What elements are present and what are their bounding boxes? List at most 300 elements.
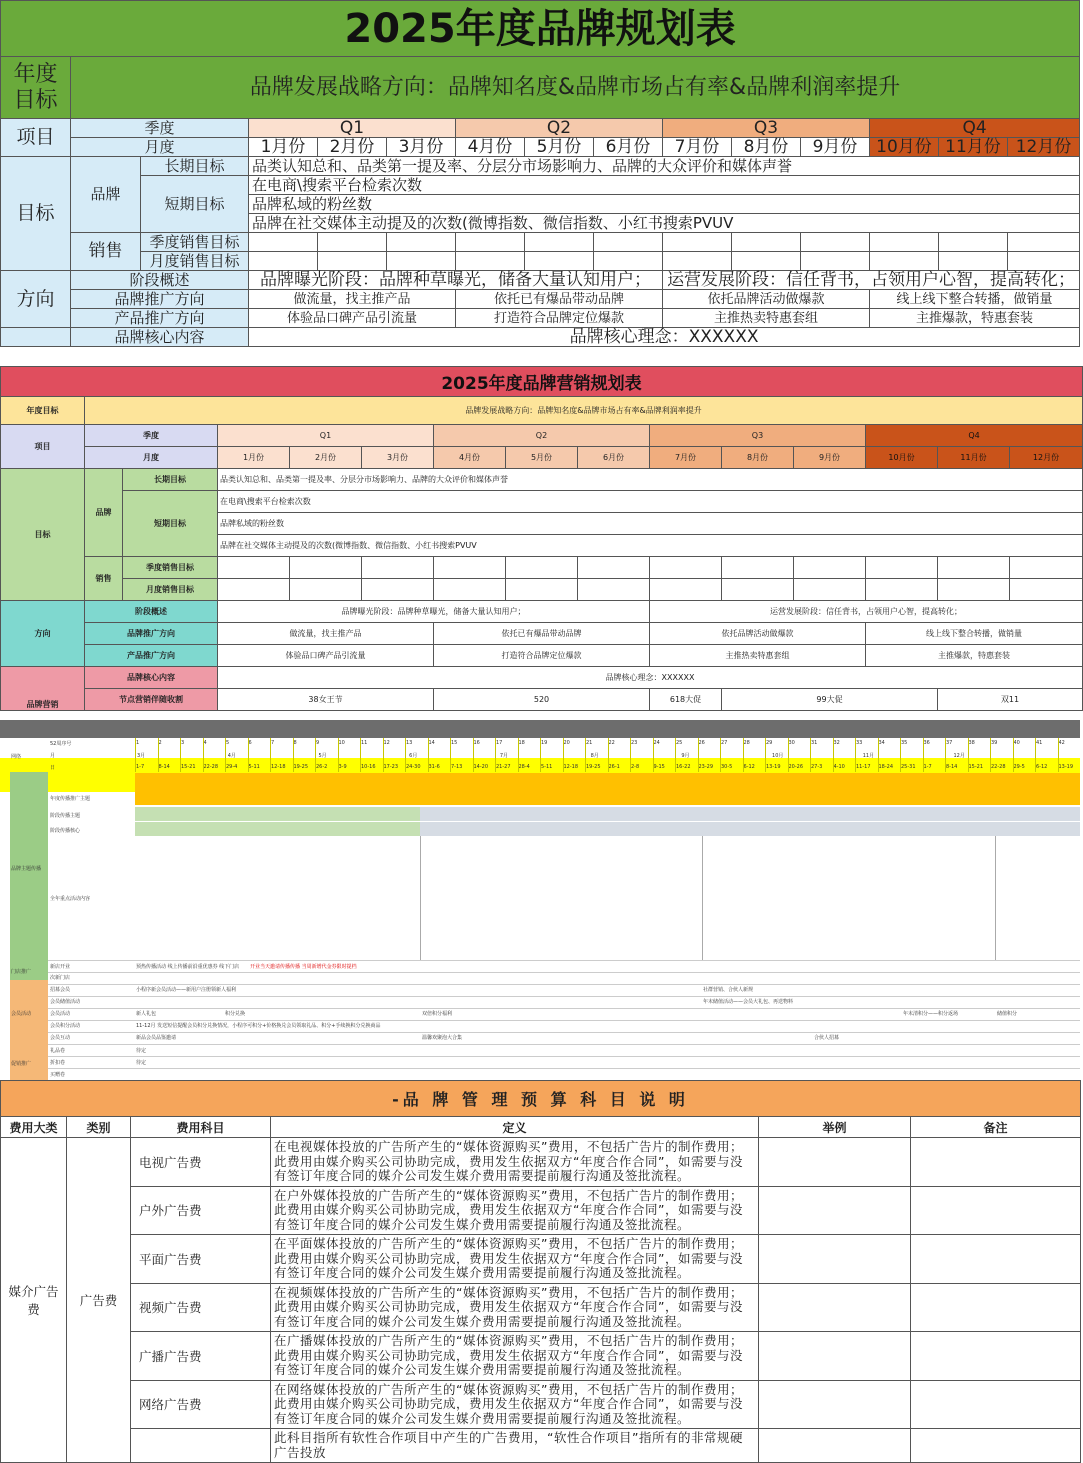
week-days: 22-28 — [203, 764, 219, 770]
week-days: 4-10 — [833, 764, 845, 770]
row-day: 日 — [50, 765, 56, 771]
core-label: 品牌核心内容 — [85, 667, 218, 689]
month-sales-label: 月度销售目标 — [123, 579, 218, 601]
item-def: 在平面媒体投放的广告所产生的“媒体资源购买”费用，不包括广告片的制作费用；此费用由媒介购买公司协助完成，费用发生依据双方“年度合作合同”，如需要与没有签订年度合同的媒介公司发生媒介费用需要提前履行沟通及签批流程。 — [271, 1235, 759, 1284]
row-divider — [48, 1020, 1080, 1021]
member-text: 新品会员品鉴邀请 — [136, 1035, 177, 1041]
goal-text: 品牌发展战略方向：品牌知名度&品牌市场占有率&品牌利润率提升 — [71, 57, 1080, 119]
product-item: 主推爆款，特惠套装 — [870, 309, 1080, 328]
week-divider — [158, 738, 159, 772]
promo-label: 品牌推广方向 — [71, 290, 249, 309]
stage-b: 运营发展阶段：信任背书，占领用户心智，提高转化； — [663, 271, 1080, 290]
product-label: 产品推广方向 — [85, 645, 218, 667]
month-cell: 4月份 — [456, 138, 525, 157]
week-divider — [653, 738, 654, 772]
member-text: 合伙人招募 — [814, 1035, 840, 1041]
month-cell: 6月份 — [578, 447, 650, 469]
promo-row: 礼品卷 — [50, 1048, 66, 1054]
week-days: 29-4 — [226, 764, 238, 770]
week-number: 24 — [653, 740, 660, 746]
item-name: 视频广告费 — [131, 1283, 271, 1332]
node-label: 节点营销伴随收割 — [85, 689, 218, 711]
header-cell: 定义 — [271, 1117, 759, 1138]
week-divider — [563, 738, 564, 772]
week-days: 15-21 — [181, 764, 196, 770]
promo-item: 依托已有爆品带动品牌 — [434, 623, 650, 645]
week-number: 35 — [901, 740, 908, 746]
week-number: 12 — [383, 740, 390, 746]
week-divider — [315, 738, 316, 772]
promo-item: 线上线下整合转播，做销量 — [870, 290, 1080, 309]
month-name: 3月 — [137, 753, 146, 759]
short-term-row: 在电商\搜索平台检索次数 — [218, 491, 1083, 513]
goal-label: 年度目标 — [1, 397, 85, 425]
week-number: 26 — [698, 740, 705, 746]
theme-label: 阶段传播主题 — [50, 813, 81, 819]
week-days: 31-6 — [428, 764, 440, 770]
long-term-label: 长期目标 — [123, 469, 218, 491]
week-number: 34 — [878, 740, 885, 746]
quarter-q1: Q1 — [218, 425, 434, 447]
week-divider — [900, 738, 901, 772]
month-cell: 3月份 — [387, 138, 456, 157]
header-cell: 类别 — [67, 1117, 131, 1138]
week-days: 12-18 — [271, 764, 286, 770]
quarter-q2: Q2 — [434, 425, 650, 447]
stage-b: 运营发展阶段：信任背书，占领用户心智，提高转化； — [650, 601, 1083, 623]
stage-theme-band-grey — [420, 807, 1080, 821]
month-cell: 7月份 — [650, 447, 722, 469]
node-item: 38女王节 — [218, 689, 434, 711]
product-item: 打造符合品牌定位爆款 — [456, 309, 663, 328]
item-def: 在网络媒体投放的广告所产生的“媒体资源购买”费用，不包括广告片的制作费用；此费用由媒介购买公司协助完成，费用发生依据双方“年度合作合同”，如需要与没有签订年度合同的媒介公司发生媒介费用需要提前履行沟通及签批流程。 — [271, 1380, 759, 1429]
month-name: 10月 — [772, 753, 784, 759]
promo-item: 依托已有爆品带动品牌 — [456, 290, 663, 309]
member-text: 双倍积分福利 — [422, 1011, 453, 1017]
month-name: 11月 — [862, 753, 875, 759]
promo-item: 线上线下整合转播，做销量 — [866, 623, 1083, 645]
project-label: 项目 — [1, 425, 85, 469]
week-divider — [833, 738, 834, 772]
week-number: 11 — [361, 740, 368, 746]
week-days: 26-1 — [608, 764, 620, 770]
week-days: 8-14 — [158, 764, 170, 770]
core-label: 品牌核心内容 — [71, 328, 249, 347]
month-name: 9月 — [681, 753, 690, 759]
sheet-title: 2025年度品牌营销规划表 — [1, 367, 1083, 397]
brand-label: 品牌 — [71, 157, 141, 233]
week-divider — [923, 738, 924, 772]
week-number: 2 — [158, 740, 162, 746]
long-term-label: 长期目标 — [141, 157, 249, 176]
phase-divider — [995, 836, 996, 961]
month-cell: 8月份 — [732, 138, 801, 157]
month-cell: 4月份 — [434, 447, 506, 469]
marketing-label: 品牌营销 — [1, 667, 85, 711]
phase-divider — [420, 836, 421, 961]
week-days: 24-30 — [406, 764, 421, 770]
node-item: 618大促 — [650, 689, 722, 711]
month-cell: 5月份 — [506, 447, 578, 469]
week-divider — [1035, 738, 1036, 772]
row-divider — [48, 1056, 1080, 1057]
month-cell: 8月份 — [722, 447, 794, 469]
product-item: 体验品口碑产品引流量 — [249, 309, 456, 328]
week-number: 37 — [946, 740, 953, 746]
quarter-q4: Q4 — [870, 119, 1080, 138]
member-row: 会员积分活动 — [50, 1023, 81, 1029]
month-name: 4月 — [227, 753, 236, 759]
week-divider — [675, 738, 676, 772]
week-days: 26-2 — [316, 764, 328, 770]
week-divider — [878, 738, 879, 772]
sales-label: 销售 — [85, 557, 123, 601]
target-label: 目标 — [1, 469, 85, 601]
month-name: 12月 — [953, 753, 965, 759]
sheet-header-bar — [0, 720, 1080, 738]
promo-text: 待定 — [136, 1048, 147, 1054]
week-days: 18-24 — [878, 764, 894, 770]
promo-text: 待定 — [136, 1060, 147, 1066]
member-text: 积分兑换 — [225, 1011, 246, 1017]
quarter-q4: Q4 — [866, 425, 1083, 447]
week-number: 38 — [968, 740, 975, 746]
week-days: 1-7 — [923, 764, 932, 770]
theme-label: 全年重点活动内容 — [50, 896, 91, 902]
week-days: 7-13 — [451, 764, 463, 770]
item-name: 广播广告费 — [131, 1332, 271, 1381]
week-divider — [608, 738, 609, 772]
row-divider — [48, 1032, 1080, 1033]
week-number: 21 — [586, 740, 593, 746]
week-divider — [383, 738, 384, 772]
week-days: 30-5 — [721, 764, 733, 770]
item-name: 电视广告费 — [131, 1138, 271, 1187]
week-days: 5-11 — [248, 764, 260, 770]
week-number: 3 — [181, 740, 185, 746]
week-divider — [1013, 738, 1014, 772]
week-number: 7 — [271, 740, 275, 746]
month-cell: 12月份 — [1008, 138, 1080, 157]
month-cell: 7月份 — [663, 138, 732, 157]
week-number: 14 — [428, 740, 435, 746]
short-term-row: 品牌在社交媒体主动提及的次数(微博指数、微信指数、小红书搜索PVUV — [218, 535, 1083, 557]
side-main: 品牌主题传播 — [11, 866, 42, 872]
month-cell: 1月份 — [249, 138, 318, 157]
month-cell: 11月份 — [939, 138, 1008, 157]
week-days: 13-19 — [1058, 764, 1074, 770]
month-name: 5月 — [318, 753, 327, 759]
theme-label: 阶段传播核心 — [50, 828, 81, 834]
sheet-title: -品 牌 管 理 预 算 科 目 说 明 — [1, 1081, 1081, 1117]
promo-row: 折扣卷 — [50, 1060, 66, 1066]
row-month: 月 — [50, 753, 56, 759]
week-days: 29-5 — [1013, 764, 1025, 770]
week-number: 20 — [563, 740, 570, 746]
stage-a: 品牌曝光阶段：品牌种草曝光，储备大量认知用户； — [249, 271, 663, 290]
month-cell: 9月份 — [801, 138, 870, 157]
week-number: 5 — [226, 740, 230, 746]
month-cell: 12月份 — [1010, 447, 1083, 469]
member-text: 年末储值活动——会员大礼包、再送物料 — [703, 999, 794, 1005]
week-days: 22-28 — [991, 764, 1006, 770]
store-row: 次新门店 — [50, 975, 71, 981]
week-days: 5-11 — [541, 764, 553, 770]
header-cell: 备注 — [911, 1117, 1081, 1138]
season-label: 季度 — [71, 119, 249, 138]
week-number: 22 — [608, 740, 615, 746]
week-days: 15-21 — [968, 764, 984, 770]
long-term-text: 品类认知总和、品类第一提及率、分层分市场影响力、品牌的大众评价和媒体声誉 — [218, 469, 1083, 491]
member-text: 储值积分 — [997, 1011, 1018, 1017]
project-label: 项目 — [1, 119, 71, 157]
short-term-row: 品牌私域的粉丝数 — [218, 513, 1083, 535]
week-days: 10-16 — [361, 764, 376, 770]
week-number: 1 — [136, 740, 140, 746]
week-divider — [270, 738, 271, 772]
stage-a: 品牌曝光阶段：品牌种草曝光，储备大量认知用户； — [218, 601, 650, 623]
week-days: 16-22 — [676, 764, 691, 770]
phase-divider — [702, 836, 703, 961]
week-number: 42 — [1058, 740, 1065, 746]
week-number: 40 — [1013, 740, 1020, 746]
member-text: 年末清积分——积分返场 — [903, 1011, 959, 1017]
annual-theme-band — [135, 773, 1080, 805]
month-cell: 3月份 — [362, 447, 434, 469]
season-sales-label: 季度销售目标 — [123, 557, 218, 579]
month-cell: 11月份 — [938, 447, 1010, 469]
week-number: 32 — [833, 740, 840, 746]
week-number: 36 — [923, 740, 930, 746]
month-cell: 10月份 — [866, 447, 938, 469]
month-name: 7月 — [499, 753, 509, 759]
week-days: 3-9 — [338, 764, 347, 770]
sales-label: 销售 — [71, 233, 141, 271]
core-text: 品牌核心理念：XXXXXX — [218, 667, 1083, 689]
row-divider — [48, 960, 1080, 961]
week-divider — [203, 738, 204, 772]
long-term-text: 品类认知总和、品类第一提及率、分层分市场影响力、品牌的大众评价和媒体声誉 — [249, 157, 1080, 176]
short-term-row: 品牌在社交媒体主动提及的次数(微博指数、微信指数、小红书搜索PVUV — [249, 214, 1080, 233]
week-days: 13-19 — [766, 764, 781, 770]
short-term-row: 在电商\搜索平台检索次数 — [249, 176, 1080, 195]
week-number: 15 — [451, 740, 458, 746]
week-days: 2-8 — [631, 764, 640, 770]
week-days: 9-15 — [653, 764, 665, 770]
promo-item: 做流量，找主推产品 — [218, 623, 434, 645]
week-number: 13 — [406, 740, 413, 746]
product-item: 打造符合品牌定位爆款 — [434, 645, 650, 667]
week-divider — [810, 738, 811, 772]
week-days: 27-3 — [811, 764, 823, 770]
promo-label: 品牌推广方向 — [85, 623, 218, 645]
store-side: 门店推广 — [11, 969, 32, 975]
week-divider — [180, 738, 181, 772]
week-divider — [450, 738, 451, 772]
item-def: 在户外媒体投放的广告所产生的“媒体资源购买”费用，不包括广告片的制作费用；此费用由媒介购买公司协助完成，费用发生依据双方“年度合作合同”，如需要与没有签订年度合同的媒介公司发生媒介费用需要提前履行沟通及签批流程。 — [271, 1186, 759, 1235]
cat-big: 媒介广告费 — [1, 1138, 67, 1463]
week-divider — [788, 738, 789, 772]
product-item: 体验品口碑产品引流量 — [218, 645, 434, 667]
week-number: 10 — [338, 740, 345, 746]
week-days: 6-12 — [1036, 764, 1048, 770]
promo-item: 依托品牌活动做爆款 — [650, 623, 866, 645]
month-cell: 9月份 — [794, 447, 866, 469]
week-number: 28 — [743, 740, 750, 746]
header-cell: 费用科目 — [131, 1117, 271, 1138]
week-divider — [630, 738, 631, 772]
week-days: 20-26 — [788, 764, 804, 770]
store-text: 预热传播活动 线上传播前沿重优惠券 线下门店 — [136, 964, 240, 970]
stage-label: 阶段概述 — [71, 271, 249, 290]
member-text: 11-12月 发送短信提醒会员积分兑换情况，小程序可积分+价格换兑会员领取礼品、积分+手续换积分兑换商品 — [136, 1023, 381, 1029]
week-divider — [495, 738, 496, 772]
member-text: 小程序新会员活动——新用户注册领新人福利 — [136, 987, 237, 993]
member-text: 新人礼包 — [136, 1011, 157, 1017]
member-side: 会员活动 — [11, 1011, 32, 1017]
stage-core-band-grey — [420, 822, 1080, 836]
week-number: 18 — [518, 740, 525, 746]
month-label: 月度 — [85, 447, 218, 469]
marketing-plan-sheet — [0, 366, 1080, 720]
item-name: 网络广告费 — [131, 1380, 271, 1429]
product-item: 主推热卖特惠套组 — [650, 645, 866, 667]
week-days: 23-29 — [698, 764, 714, 770]
item-def-last: 此科目指所有软性合作项目中产生的广告费用，“软性合作项目”指所有的非常规硬广告投放 — [271, 1429, 759, 1463]
item-name: 平面广告费 — [131, 1235, 271, 1284]
week-divider — [338, 738, 339, 772]
stage-core-band — [135, 822, 420, 836]
week-divider — [225, 738, 226, 772]
week-days: 6-12 — [743, 764, 755, 770]
node-item: 双11 — [938, 689, 1083, 711]
month-label: 月度 — [71, 138, 249, 157]
week-days: 25-31 — [901, 764, 916, 770]
season-sales-label: 季度销售目标 — [141, 233, 249, 252]
week-days: 14-20 — [473, 764, 489, 770]
row-divider — [48, 1044, 1080, 1045]
month-cell: 6月份 — [594, 138, 663, 157]
week-days: 1-7 — [136, 764, 145, 770]
week-divider — [405, 738, 406, 772]
core-text: 品牌核心理念：XXXXXX — [249, 328, 1080, 347]
weekly-schedule-sheet — [0, 720, 1080, 1080]
item-name: 户外广告费 — [131, 1186, 271, 1235]
item-def: 在广播媒体投放的广告所产生的“媒体资源购买”费用，不包括广告片的制作费用；此费用由媒介购买公司协助完成，费用发生依据双方“年度合作合同”，如需要与没有签订年度合同的媒介公司发生媒介费用需要提前履行沟通及签批流程。 — [271, 1332, 759, 1381]
short-term-row: 品牌私域的粉丝数 — [249, 195, 1080, 214]
promo-item: 做流量，找主推产品 — [249, 290, 456, 309]
cat: 广告费 — [67, 1138, 131, 1463]
promo-row: 买赠卷 — [50, 1072, 66, 1078]
row-divider — [48, 1068, 1080, 1069]
week-divider — [698, 738, 699, 772]
week-number: 23 — [631, 740, 638, 746]
month-name: 6月 — [409, 753, 418, 759]
store-red-text: 开业当天邀请传播传播 当周新增代金券限时提档 — [250, 964, 357, 970]
row-week: 52周序号 — [50, 741, 72, 747]
row-divider — [48, 972, 1080, 973]
budget-sheet — [0, 1080, 1080, 1460]
product-item: 主推爆款，特惠套装 — [866, 645, 1083, 667]
week-divider — [990, 738, 991, 772]
row-divider — [48, 996, 1080, 997]
quarter-q3: Q3 — [650, 425, 866, 447]
week-number: 39 — [991, 740, 998, 746]
week-number: 17 — [496, 740, 503, 746]
member-row: 招募会员 — [50, 987, 71, 993]
item-def: 在视频媒体投放的广告所产生的“媒体资源购买”费用，不包括广告片的制作费用；此费用由媒介购买公司协助完成，费用发生依据双方“年度合作合同”，如需要与没有签订年度合同的媒介公司发生媒介费用需要提前履行沟通及签批流程。 — [271, 1283, 759, 1332]
week-divider — [585, 738, 586, 772]
week-divider — [720, 738, 721, 772]
week-number: 41 — [1036, 740, 1043, 746]
week-divider — [473, 738, 474, 772]
direction-label: 方向 — [1, 271, 71, 328]
week-divider — [1058, 738, 1059, 772]
week-divider — [428, 738, 429, 772]
brand-plan-sheet — [0, 0, 1080, 360]
week-days: 11-17 — [856, 764, 871, 770]
sheet-title: 2025年度品牌规划表 — [1, 1, 1080, 57]
week-number: 33 — [856, 740, 863, 746]
target-label: 目标 — [1, 157, 71, 271]
week-days: 21-27 — [496, 764, 511, 770]
week-number: 19 — [541, 740, 548, 746]
month-cell: 2月份 — [318, 138, 387, 157]
quarter-q1: Q1 — [249, 119, 456, 138]
goal-text: 品牌发展战略方向：品牌知名度&品牌市场占有率&品牌利润率提升 — [85, 397, 1083, 425]
week-divider — [945, 738, 946, 772]
stage-label: 阶段概述 — [85, 601, 218, 623]
member-row: 会员储值活动 — [50, 999, 81, 1005]
month-cell: 10月份 — [870, 138, 939, 157]
week-days: 17-23 — [383, 764, 399, 770]
week-days: 28-4 — [518, 764, 530, 770]
brand-label: 品牌 — [85, 469, 123, 557]
week-divider — [360, 738, 361, 772]
month-cell: 2月份 — [290, 447, 362, 469]
week-divider — [518, 738, 519, 772]
week-days: 19-25 — [586, 764, 601, 770]
stage-theme-band — [135, 807, 420, 821]
week-days: 8-14 — [946, 764, 958, 770]
week-number: 29 — [766, 740, 773, 746]
week-divider — [765, 738, 766, 772]
product-label: 产品推广方向 — [71, 309, 249, 328]
week-number: 4 — [203, 740, 207, 746]
promo-item: 依托品牌活动做爆款 — [663, 290, 870, 309]
member-text: 温馨欢聚泡大合集 — [422, 1035, 463, 1041]
week-divider — [743, 738, 744, 772]
short-term-label: 短期目标 — [123, 491, 218, 557]
quarter-q2: Q2 — [456, 119, 663, 138]
week-divider — [968, 738, 969, 772]
week-divider — [540, 738, 541, 772]
direction-label: 方向 — [1, 601, 85, 667]
header-cell: 举例 — [759, 1117, 911, 1138]
promo-side: 促销推广 — [11, 1061, 32, 1067]
month-cell: 5月份 — [525, 138, 594, 157]
week-number: 16 — [473, 740, 480, 746]
week-divider — [293, 738, 294, 772]
month-sales-label: 月度销售目标 — [141, 252, 249, 271]
row-divider — [48, 984, 1080, 985]
goal-label: 年度目标 — [1, 57, 71, 119]
week-number: 27 — [721, 740, 728, 746]
row-divider — [48, 1008, 1080, 1009]
week-number: 6 — [248, 740, 252, 746]
product-item: 主推热卖特惠套组 — [663, 309, 870, 328]
header-cell: 费用大类 — [1, 1117, 67, 1138]
